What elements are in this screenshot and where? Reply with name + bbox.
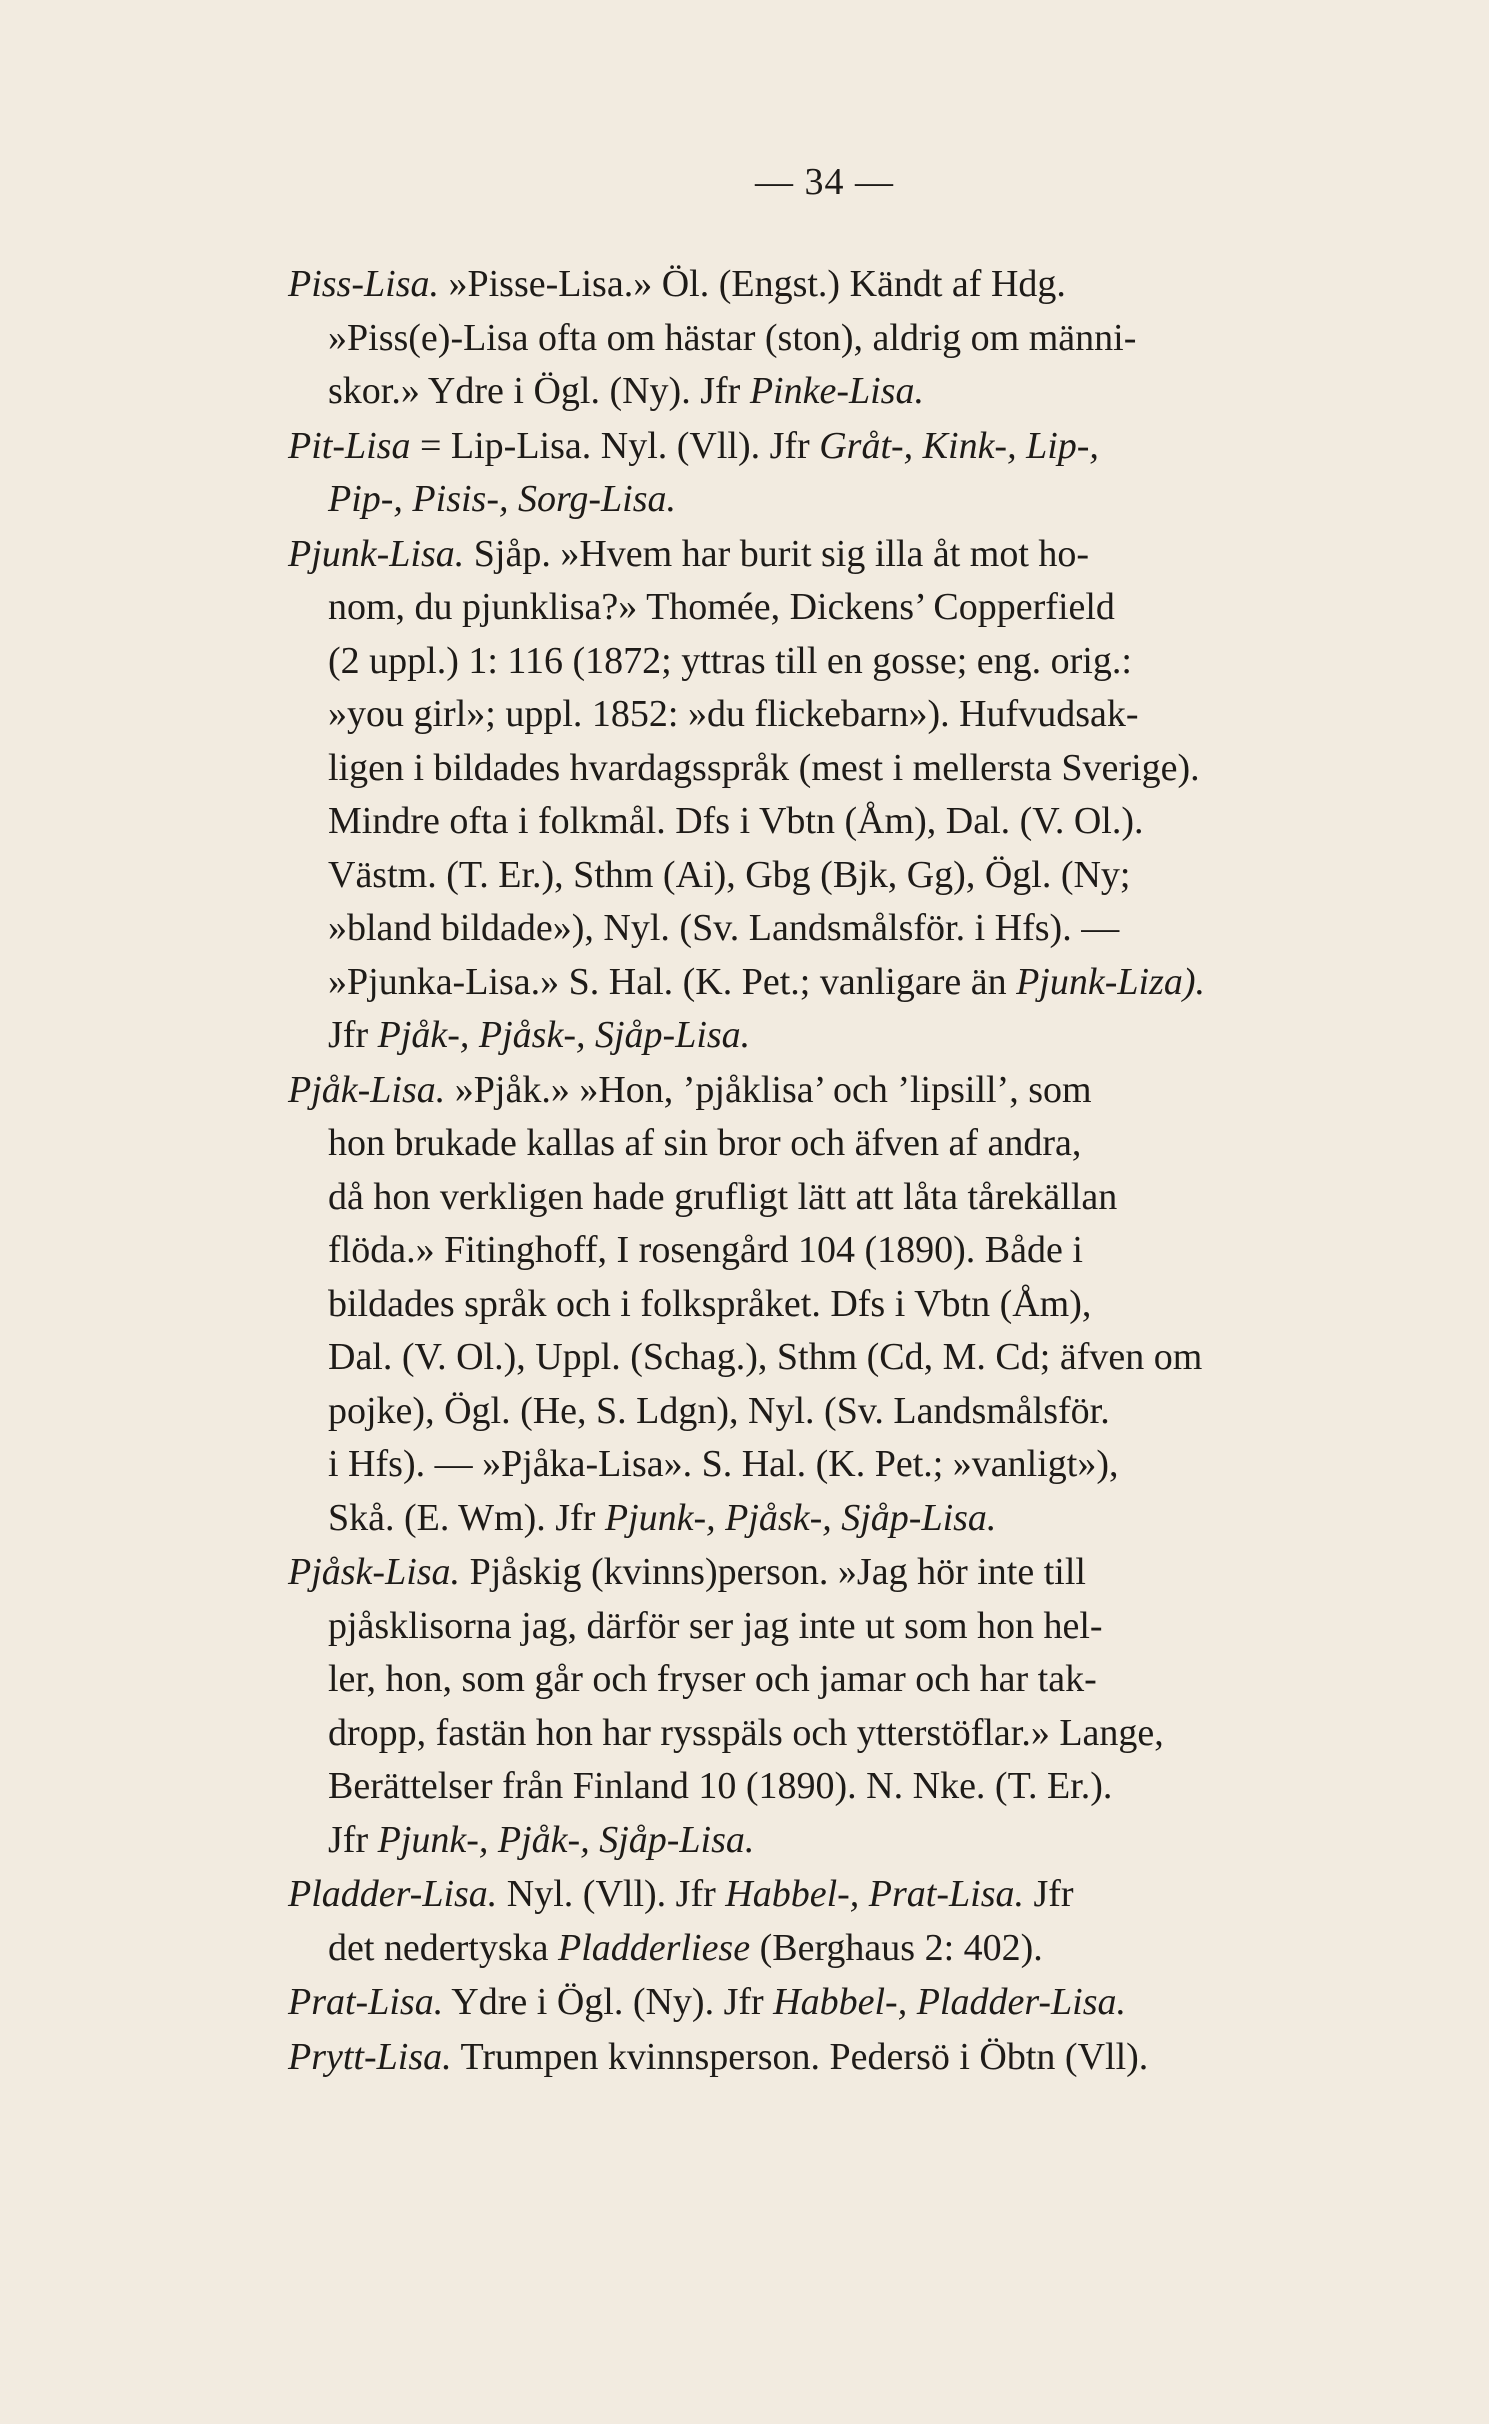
- cross-reference: Pinke-Lisa.: [749, 370, 924, 412]
- entry-text: Pjåskig (kvinns)person. »Jag hör inte till: [460, 1551, 1086, 1593]
- entry-prat-lisa: [288, 1976, 1358, 2030]
- entry-pjask-lisa: [288, 1546, 1358, 1867]
- entry-prytt-lisa: [288, 2031, 1358, 2085]
- headword: Pit-Lisa: [288, 424, 411, 467]
- entry-piss-lisa: [288, 258, 1358, 419]
- text-line: hon brukade kallas af sin bror och äfven af andra,: [328, 1122, 1082, 1164]
- headword: Prat-Lisa.: [288, 1981, 444, 2023]
- text-line: Pip-, Pisis-, Sorg-Lisa.: [328, 478, 676, 520]
- entry-text: Skå. (E. Wm). Jfr: [328, 1496, 605, 1539]
- headword: Prytt-Lisa.: [288, 2035, 452, 2078]
- headword: Pjunk-Lisa.: [288, 532, 465, 575]
- cross-reference: Pjunk-Liza).: [1016, 960, 1206, 1003]
- text-line: [288, 420, 1358, 474]
- text-line: [288, 1868, 1358, 1922]
- text-line: [288, 1814, 1358, 1868]
- text-line: [288, 2031, 1358, 2085]
- text-line: då hon verkligen hade grufligt lätt att låta tårekällan: [328, 1175, 1118, 1218]
- text-line: »Piss(e)-Lisa ofta om hästar (ston), aldrig om männi-: [328, 316, 1137, 359]
- text-line: Mindre ofta i folkmål. Dfs i Vbtn (Åm), Dal. (V. Ol.).: [328, 800, 1144, 842]
- entry-text: Nyl. (Vll). Jfr: [497, 1873, 726, 1915]
- entry-pjunk-lisa: [288, 528, 1358, 1063]
- entry-text: skor.» Ydre i Ögl. (Ny). Jfr: [328, 370, 750, 412]
- text-line: flöda.» Fitinghoff, I rosengård 104 (1890). Både i: [328, 1229, 1083, 1271]
- text-line: [288, 1922, 1358, 1976]
- text-line: dropp, fastän hon har rysspäls och ytterstöflar.» Lange,: [328, 1711, 1164, 1754]
- text-line: [288, 1976, 1358, 2030]
- headword: Pjåk-Lisa.: [288, 1068, 446, 1111]
- entry-text: Jfr: [328, 1818, 378, 1861]
- headword: Pjåsk-Lisa.: [288, 1551, 461, 1593]
- text-line: [288, 1492, 1358, 1546]
- entry-text: »Pjunka-Lisa.» S. Hal. (K. Pet.; vanligare än: [328, 960, 1017, 1003]
- cross-reference: Gråt-, Kink-, Lip-,: [819, 424, 1099, 467]
- text-line: bildades språk och i folkspråket. Dfs i Vbtn (Åm),: [328, 1282, 1092, 1325]
- text-line: Berättelser från Finland 10 (1890). N. Nke. (T. Er.).: [328, 1765, 1113, 1807]
- entry-text: Ydre i Ögl. (Ny). Jfr: [443, 1981, 774, 2023]
- text-line: pojke), Ögl. (He, S. Ldgn), Nyl. (Sv. Landsmålsför.: [328, 1389, 1110, 1432]
- entry-text: Trumpen kvinnsperson. Pedersö i Öbtn (Vll).: [451, 2035, 1149, 2078]
- cross-reference: Pladderliese: [558, 1926, 751, 1969]
- cross-reference: Pjunk-, Pjåsk-, Sjåp-Lisa.: [604, 1496, 997, 1539]
- headword: Piss-Lisa.: [288, 263, 439, 305]
- entry-text: Jfr: [328, 1014, 378, 1056]
- dictionary-text: [288, 258, 1358, 2085]
- text-line: »you girl»; uppl. 1852: »du flickebarn»). Hufvudsak-: [328, 693, 1139, 735]
- entry-pit-lisa: [288, 420, 1358, 527]
- cross-reference: Pjåk-, Pjåsk-, Sjåp-Lisa.: [377, 1014, 751, 1056]
- text-line: (2 uppl.) 1: 116 (1872; yttras till en gosse; eng. orig.:: [328, 639, 1132, 682]
- entry-text: (Berghaus 2: 402).: [750, 1926, 1043, 1969]
- text-line: [288, 956, 1358, 1010]
- text-line: [288, 528, 1358, 582]
- text-line: Dal. (V. Ol.), Uppl. (Schag.), Sthm (Cd, M. Cd; äfven om: [328, 1336, 1203, 1378]
- text-line: »bland bildade»), Nyl. (Sv. Landsmålsför. i Hfs). —: [328, 907, 1120, 949]
- text-line: [288, 1546, 1358, 1600]
- text-line: i Hfs). — »Pjåka-Lisa». S. Hal. (K. Pet.; »vanligt»),: [328, 1443, 1119, 1485]
- text-line: nom, du pjunklisa?» Thomée, Dickens’ Copperfield: [328, 586, 1115, 628]
- text-line: ligen i bildades hvardagsspråk (mest i mellersta Sverige).: [328, 746, 1200, 789]
- cross-reference: Pjunk-, Pjåk-, Sjåp-Lisa.: [377, 1818, 755, 1861]
- text-line: pjåsklisorna jag, därför ser jag inte ut som hon hel-: [328, 1604, 1103, 1647]
- text-line: [288, 1064, 1358, 1118]
- cross-reference: Habbel-, Pladder-Lisa.: [773, 1981, 1126, 2023]
- page-number: — 34 —: [755, 161, 894, 203]
- entry-text: »Pjåk.» »Hon, ’pjåklisa’ och ’lipsill’, som: [445, 1068, 1092, 1111]
- text-line: Västm. (T. Er.), Sthm (Ai), Gbg (Bjk, Gg), Ögl. (Ny;: [328, 853, 1131, 896]
- entry-text: Sjåp. »Hvem har burit sig illa åt mot ho-: [464, 532, 1090, 575]
- text-line: [288, 258, 1358, 312]
- entry-pjak-lisa: [288, 1064, 1358, 1546]
- entry-text: det nedertyska: [328, 1926, 559, 1969]
- headword: Pladder-Lisa.: [288, 1873, 498, 1915]
- text-line: ler, hon, som går och fryser och jamar och har tak-: [328, 1658, 1097, 1700]
- entry-text: »Pisse-Lisa.» Öl. (Engst.) Kändt af Hdg.: [438, 263, 1066, 305]
- entry-pladder-lisa: [288, 1868, 1358, 1975]
- entry-text: Jfr: [1023, 1873, 1074, 1915]
- entry-text: = Lip-Lisa. Nyl. (Vll). Jfr: [410, 424, 820, 467]
- cross-reference: Habbel-, Prat-Lisa.: [725, 1873, 1024, 1915]
- text-line: [288, 365, 1358, 419]
- text-line: [288, 1009, 1358, 1063]
